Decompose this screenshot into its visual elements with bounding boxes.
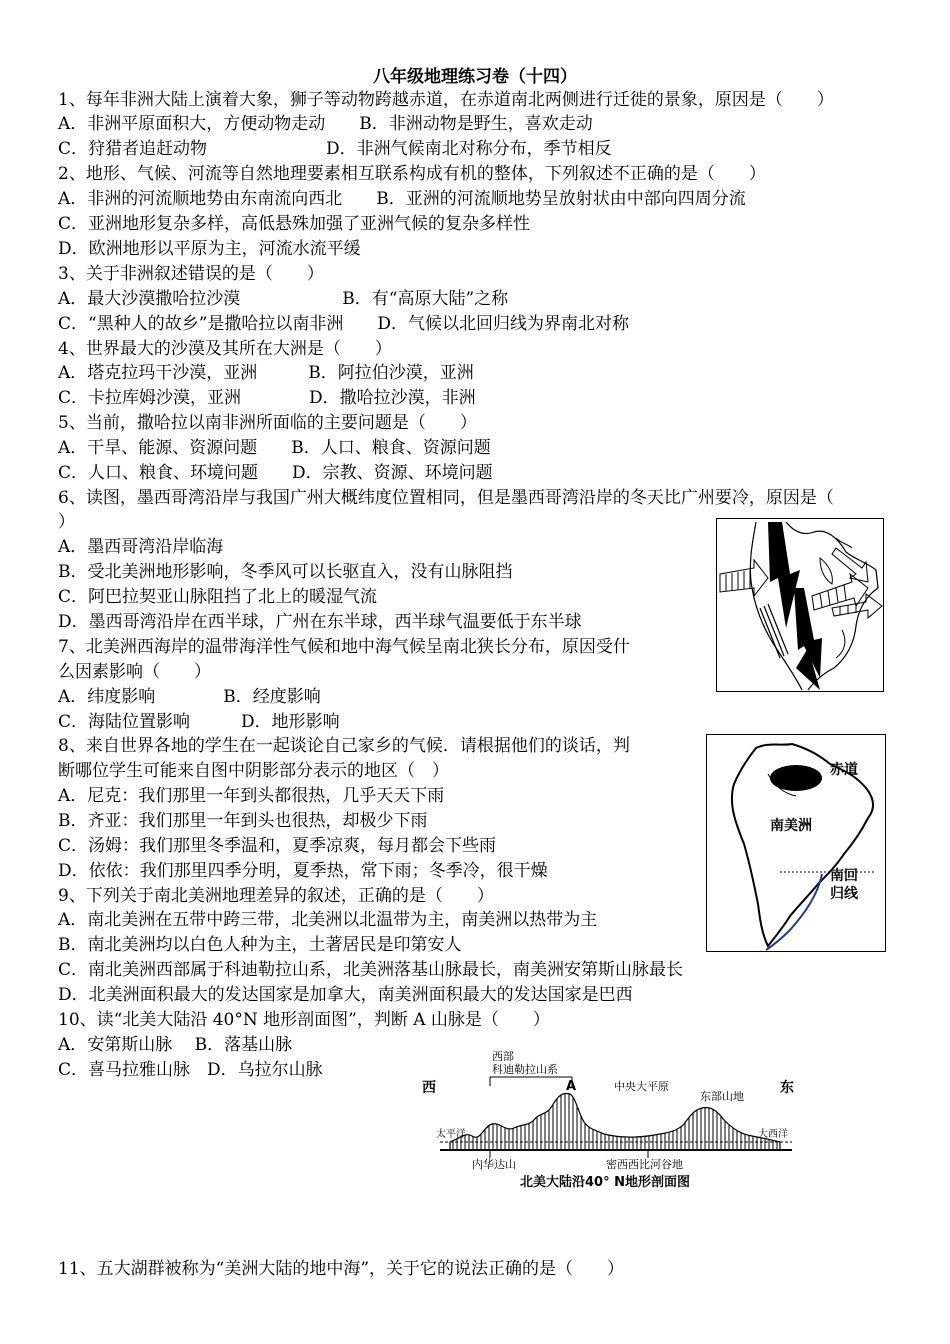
q8-stem-cont: 断哪位学生可能来自图中阴影部分表示的地区（ ） xyxy=(58,761,449,781)
q10-options-ab: A．安第斯山脉 B．落基山脉 xyxy=(58,1035,293,1055)
profile-west-label: 西 xyxy=(422,1080,436,1096)
q8-option-c: C．汤姆：我们那里冬季温和，夏季凉爽，每月都会下些雨 xyxy=(58,836,497,856)
q8-stem: 8、来自世界各地的学生在一起谈论自己家乡的气候．请根据他们的谈话，判 xyxy=(58,736,630,756)
north-america-wind-map xyxy=(716,518,884,692)
south-america-map xyxy=(706,734,886,952)
tropic-label-2: 归线 xyxy=(830,886,858,902)
page-title: 八年级地理练习卷（十四） xyxy=(373,67,577,87)
tropic-label-1: 南回 xyxy=(830,868,858,884)
q9-option-c: C．南北美洲西部属于科迪勒拉山系，北美洲落基山脉最长，南美洲安第斯山脉最长 xyxy=(58,960,684,980)
cordillera-label-1: 西部 xyxy=(492,1050,514,1063)
q5-stem: 5、当前，撒哈拉以南非洲所面临的主要问题是（ ） xyxy=(58,413,477,433)
q9-option-d: D．北美洲面积最大的发达国家是加拿大，南美洲面积最大的发达国家是巴西 xyxy=(58,985,633,1005)
q1-options-cd: C．狩猎者追赶动物 D．非洲气候南北对称分布，季节相反 xyxy=(58,139,612,159)
pacific-label: 太平洋 xyxy=(436,1129,466,1140)
q7-options-cd: C．海陆位置影响 D．地形影响 xyxy=(58,712,340,732)
q10-stem: 10、读“北美大陆沿 40°N 地形剖面图”，判断 A 山脉是（ ） xyxy=(58,1010,550,1030)
q6-stem: 6、读图，墨西哥湾沿岸与我国广州大概纬度位置相同，但是墨西哥湾沿岸的冬天比广州要冷，原因是（ xyxy=(58,488,834,508)
q3-options-ab: A．最大沙漠撒哈拉沙漠 B．有“高原大陆”之称 xyxy=(58,289,509,309)
q2-option-c: C．亚洲地形复杂多样，高低悬殊加强了亚洲气候的复杂多样性 xyxy=(58,214,531,234)
central-plain-label: 中央大平原 xyxy=(614,1080,669,1093)
q4-options-cd: C．卡拉库姆沙漠，亚洲 D．撒哈拉沙漠，非洲 xyxy=(58,388,476,408)
atlantic-label: 大西洋 xyxy=(758,1129,788,1140)
q2-stem: 2、地形、气候、河流等自然地理要素相互联系构成有机的整体，下列叙述不正确的是（ ） xyxy=(58,164,766,184)
q8-option-a: A．尼克：我们那里一年到头都很热，几乎天天下雨 xyxy=(58,786,445,806)
q4-stem: 4、世界最大的沙漠及其所在大洲是（ ） xyxy=(58,339,392,359)
nevada-label: 内华达山 xyxy=(472,1158,516,1171)
q7-stem: 7、北美洲西海岸的温带海洋性气候和地中海气候呈南北狭长分布，原因受什 xyxy=(58,637,630,657)
q9-option-a: A．南北美洲在五带中跨三带，北美洲以北温带为主，南美洲以热带为主 xyxy=(58,910,598,930)
q7-stem-cont: 么因素影响（ ） xyxy=(58,662,211,682)
q5-options-ab: A．干旱、能源、资源问题 B．人口、粮食、资源问题 xyxy=(58,438,491,458)
continent-label: 南美洲 xyxy=(770,818,812,834)
q8-option-b: B．齐亚：我们那里一年到头也很热，却极少下雨 xyxy=(58,811,428,831)
q7-options-ab: A．纬度影响 B．经度影响 xyxy=(58,687,321,707)
equator-label: 赤道 xyxy=(830,762,858,778)
q3-stem: 3、关于非洲叙述错误的是（ ） xyxy=(58,264,324,284)
q2-option-d: D．欧洲地形以平原为主，河流水流平缓 xyxy=(58,239,361,259)
q6-option-d: D．墨西哥湾沿岸在西半球，广州在东半球，西半球气温要低于东半球 xyxy=(58,612,582,632)
q9-option-b: B．南北美洲均以白色人种为主，土著居民是印第安人 xyxy=(58,935,462,955)
q6-option-c: C．阿巴拉契亚山脉阻挡了北上的暖湿气流 xyxy=(58,587,378,607)
q4-options-ab: A．塔克拉玛干沙漠，亚洲 B．阿拉伯沙漠，亚洲 xyxy=(58,363,474,383)
q3-options-cd: C．“黑种人的故乡”是撒哈拉以南非洲 D．气候以北回归线为界南北对称 xyxy=(58,314,630,334)
q9-stem: 9、下列关于南北美洲地理差异的叙述，正确的是（ ） xyxy=(58,886,494,906)
q6-option-a: A．墨西哥湾沿岸临海 xyxy=(58,537,224,557)
q5-options-cd: C．人口、粮食、环境问题 D．宗教、资源、环境问题 xyxy=(58,463,493,483)
q2-options-ab: A．非洲的河流顺地势由东南流向西北 B．亚洲的河流顺地势呈放射状由中部向四周分流 xyxy=(58,189,746,209)
profile-caption: 北美大陆沿40° N地形剖面图 xyxy=(520,1175,690,1190)
eastern-highlands-label: 东部山地 xyxy=(700,1090,744,1103)
q1-options-ab: A．非洲平原面积大，方便动物走动 B．非洲动物是野生，喜欢走动 xyxy=(58,114,593,134)
mississippi-label: 密西西比河谷地 xyxy=(606,1158,683,1171)
q8-option-d: D．依依：我们那里四季分明，夏季热，常下雨；冬季冷，很干燥 xyxy=(58,861,548,881)
terrain-profile-figure xyxy=(420,1046,805,1196)
q11-stem: 11、五大湖群被称为“美洲大陆的地中海”，关于它的说法正确的是（ ） xyxy=(58,1259,625,1279)
q6-option-b: B．受北美洲地形影响，冬季风可以长驱直入，没有山脉阻挡 xyxy=(58,562,513,582)
q10-options-cd: C．喜马拉雅山脉 D．乌拉尔山脉 xyxy=(58,1060,323,1080)
peak-a-label: A xyxy=(566,1079,577,1094)
cordillera-label-2: 科迪勒拉山系 xyxy=(492,1063,558,1076)
profile-east-label: 东 xyxy=(780,1080,794,1096)
q1-stem: 1、每年非洲大陆上演着大象，狮子等动物跨越赤道，在赤道南北两侧进行迁徙的景象，原因是（ ） xyxy=(58,90,834,110)
q6-stem-end: ） xyxy=(58,512,75,532)
